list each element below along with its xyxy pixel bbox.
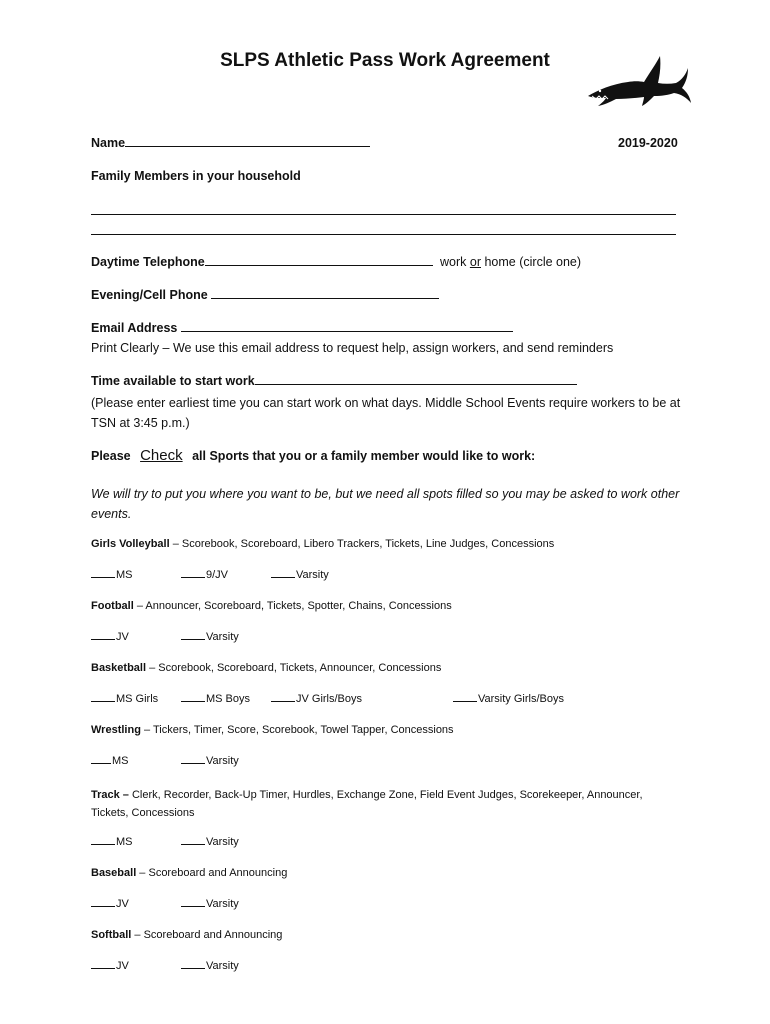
sport-roles: – Scorebook, Scoreboard, Tickets, Announcer, Concessions	[146, 662, 442, 674]
check-word: Check	[140, 447, 183, 464]
option-basketball-ms-girls[interactable]	[91, 693, 158, 705]
email-field[interactable]	[91, 321, 513, 335]
daytime-telephone-line	[205, 264, 433, 266]
school-year: 2019-2020	[618, 136, 678, 150]
option-softball-varsity[interactable]	[181, 960, 239, 972]
or-text: or	[469, 255, 481, 269]
check-instructions	[91, 447, 535, 464]
sport-name: Track –	[91, 789, 129, 801]
sport-heading-football	[91, 600, 452, 612]
work-or-home-choice	[440, 255, 581, 269]
option-label: MS Boys	[206, 693, 251, 705]
placement-note: We will try to put you where you want to be, but we need all spots filled so you may be asked to work other events.	[91, 487, 680, 521]
name-line	[125, 145, 370, 147]
family-members-line-2[interactable]	[91, 234, 676, 235]
option-football-varsity[interactable]	[181, 631, 239, 643]
sport-name: Softball	[91, 929, 132, 941]
evening-phone-field[interactable]	[91, 288, 439, 302]
sport-name: Baseball	[91, 867, 137, 879]
option-wrestling-ms[interactable]	[91, 755, 129, 767]
option-track-ms[interactable]	[91, 836, 133, 848]
option-baseball-varsity[interactable]	[181, 898, 239, 910]
page-title: SLPS Athletic Pass Work Agreement	[220, 50, 550, 71]
option-label: Varsity	[296, 569, 329, 581]
daytime-telephone-field[interactable]	[91, 255, 433, 269]
sport-roles: – Scoreboard and Announcing	[136, 867, 288, 879]
option-label: JV	[116, 960, 129, 972]
daytime-telephone-label: Daytime Telephone	[91, 255, 205, 269]
home-option[interactable]: home (circle one)	[481, 255, 582, 269]
time-available-label: Time available to start work	[91, 374, 255, 388]
option-label: Varsity	[206, 631, 239, 643]
sport-heading-wrestling	[91, 724, 454, 736]
sport-heading-girls-volleyball	[91, 538, 554, 550]
email-note: Print Clearly – We use this email address to request help, assign workers, and send reminders	[91, 341, 614, 355]
option-label: JV	[116, 898, 129, 910]
option-label: MS Girls	[116, 693, 159, 705]
sport-roles: Clerk, Recorder, Back-Up Timer, Hurdles, Exchange Zone, Field Event Judges, Scorekeeper, Announcer, Tickets, Concessions	[91, 789, 643, 819]
option-volleyball-9jv[interactable]	[181, 569, 228, 581]
option-label: MS	[112, 755, 129, 767]
work-option[interactable]: work	[440, 255, 470, 269]
sport-name: Girls Volleyball	[91, 538, 170, 550]
option-label: 9/JV	[206, 569, 229, 581]
email-label: Email Address	[91, 321, 181, 335]
option-label: JV	[116, 631, 129, 643]
option-wrestling-varsity[interactable]	[181, 755, 239, 767]
shark-logo-icon	[584, 50, 694, 122]
option-baseball-jv[interactable]	[91, 898, 129, 910]
name-label: Name	[91, 136, 126, 150]
time-available-note: (Please enter earliest time you can start work on what days. Middle School Events require workers to be at TSN at 3:45 p.m.)	[91, 396, 681, 430]
time-available-field[interactable]	[91, 374, 577, 388]
option-label: MS	[116, 569, 133, 581]
please-text: Please	[91, 449, 135, 463]
option-label: Varsity	[206, 898, 239, 910]
evening-phone-label: Evening/Cell Phone	[91, 288, 212, 302]
option-label: JV Girls/Boys	[296, 693, 363, 705]
option-label: Varsity	[206, 836, 239, 848]
option-label: Varsity Girls/Boys	[478, 693, 564, 705]
time-available-line	[255, 383, 577, 385]
sport-name: Wrestling	[91, 724, 141, 736]
option-label: MS	[116, 836, 133, 848]
evening-phone-line	[211, 297, 439, 299]
sport-name: Football	[91, 600, 134, 612]
option-basketball-jv[interactable]	[271, 693, 362, 705]
sport-heading-track	[91, 786, 681, 822]
option-volleyball-varsity[interactable]	[271, 569, 329, 581]
sport-name: Basketball	[91, 662, 147, 674]
sport-heading-softball	[91, 929, 282, 941]
family-members-label: Family Members in your household	[91, 169, 301, 183]
sport-roles: – Announcer, Scoreboard, Tickets, Spotter, Chains, Concessions	[133, 600, 452, 612]
sport-roles: – Scoreboard and Announcing	[131, 929, 283, 941]
email-line	[181, 330, 513, 332]
option-softball-jv[interactable]	[91, 960, 129, 972]
check-rest-text: all Sports that you or a family member would like to work:	[188, 449, 536, 463]
option-basketball-varsity[interactable]	[453, 693, 564, 705]
option-label: Varsity	[206, 960, 239, 972]
sport-roles: – Scorebook, Scoreboard, Libero Trackers, Tickets, Line Judges, Concessions	[169, 538, 555, 550]
family-members-line-1[interactable]	[91, 214, 676, 215]
sport-heading-basketball	[91, 662, 441, 674]
option-label: Varsity	[206, 755, 239, 767]
sport-roles: – Tickers, Timer, Score, Scorebook, Towel Tapper, Concessions	[140, 724, 454, 736]
option-football-jv[interactable]	[91, 631, 129, 643]
option-track-varsity[interactable]	[181, 836, 239, 848]
option-volleyball-ms[interactable]	[91, 569, 133, 581]
option-basketball-ms-boys[interactable]	[181, 693, 250, 705]
sport-heading-baseball	[91, 867, 287, 879]
name-field[interactable]	[91, 136, 370, 150]
